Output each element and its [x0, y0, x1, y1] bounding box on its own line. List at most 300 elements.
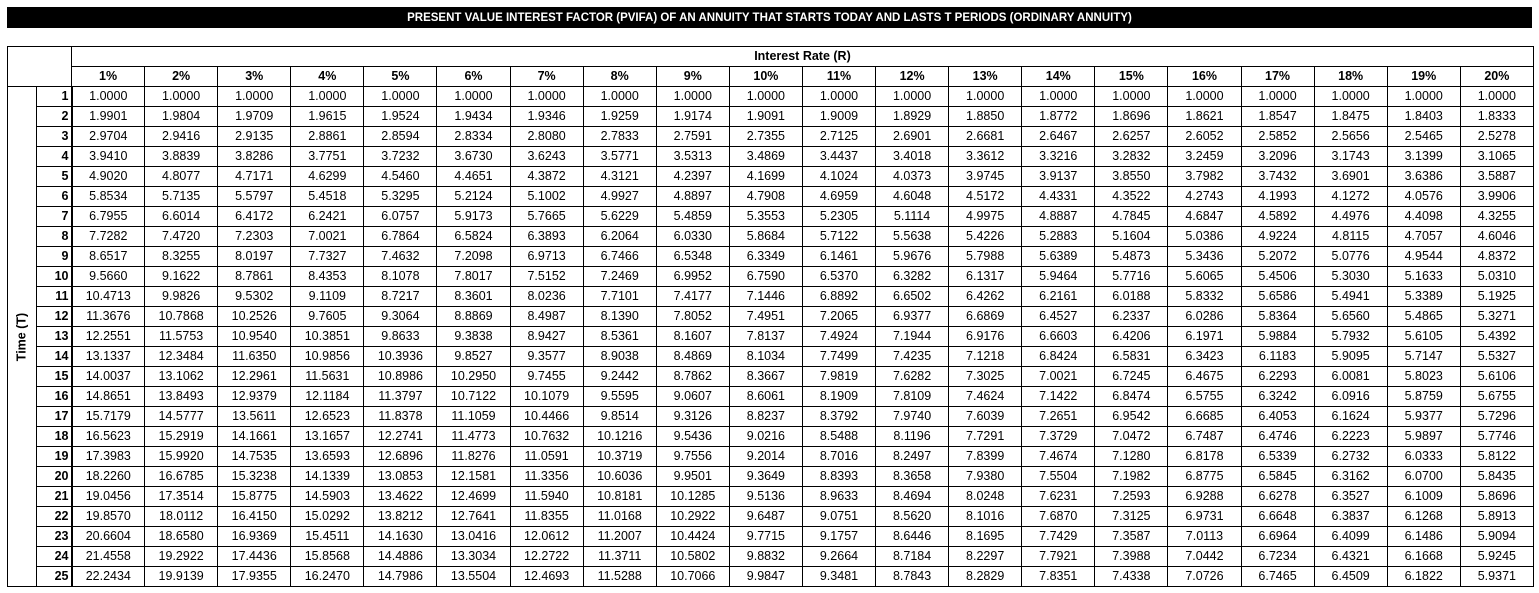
factor-cell: 13.0853 — [364, 467, 437, 487]
factor-cell: 8.2497 — [876, 447, 949, 467]
factor-cell: 4.3872 — [510, 167, 583, 187]
factor-cell: 1.9091 — [729, 107, 802, 127]
factor-cell: 2.6467 — [1022, 127, 1095, 147]
factor-cell: 7.4235 — [876, 347, 949, 367]
factor-cell: 8.8237 — [729, 407, 802, 427]
factor-cell: 4.6847 — [1168, 207, 1241, 227]
factor-cell: 6.3242 — [1241, 387, 1314, 407]
period-cell: 15 — [37, 367, 72, 387]
factor-cell: 2.6681 — [949, 127, 1022, 147]
factor-cell: 6.6014 — [145, 207, 218, 227]
factor-cell: 3.9906 — [1460, 187, 1533, 207]
rate-header-9pct: 9% — [656, 67, 729, 87]
rate-header-row — [8, 67, 1534, 87]
factor-cell: 9.7605 — [291, 307, 364, 327]
factor-cell: 7.2098 — [437, 247, 510, 267]
table-row — [8, 327, 1534, 347]
factor-cell: 5.8696 — [1460, 487, 1533, 507]
factor-cell: 6.5370 — [802, 267, 875, 287]
factor-cell: 6.3162 — [1314, 467, 1387, 487]
factor-cell: 11.2007 — [583, 527, 656, 547]
factor-cell: 5.1114 — [876, 207, 949, 227]
factor-cell: 11.5753 — [145, 327, 218, 347]
factor-cell: 6.5824 — [437, 227, 510, 247]
factor-cell: 5.9245 — [1460, 547, 1533, 567]
factor-cell: 3.6386 — [1387, 167, 1460, 187]
factor-cell: 2.9135 — [218, 127, 291, 147]
period-cell: 13 — [37, 327, 72, 347]
factor-cell: 14.7535 — [218, 447, 291, 467]
factor-cell: 3.2459 — [1168, 147, 1241, 167]
factor-cell: 7.7101 — [583, 287, 656, 307]
factor-cell: 2.5278 — [1460, 127, 1533, 147]
factor-cell: 3.6901 — [1314, 167, 1387, 187]
factor-cell: 1.8772 — [1022, 107, 1095, 127]
factor-cell: 3.3216 — [1022, 147, 1095, 167]
factor-cell: 2.9704 — [72, 127, 145, 147]
factor-cell: 9.7715 — [729, 527, 802, 547]
factor-cell: 11.8355 — [510, 507, 583, 527]
factor-cell: 6.2223 — [1314, 427, 1387, 447]
factor-cell: 13.8493 — [145, 387, 218, 407]
factor-cell: 6.7864 — [364, 227, 437, 247]
factor-cell: 7.6231 — [1022, 487, 1095, 507]
factor-cell: 3.4869 — [729, 147, 802, 167]
factor-cell: 8.5620 — [876, 507, 949, 527]
factor-cell: 6.7465 — [1241, 567, 1314, 587]
factor-cell: 5.8364 — [1241, 307, 1314, 327]
factor-cell: 11.5631 — [291, 367, 364, 387]
factor-cell: 9.1109 — [291, 287, 364, 307]
factor-cell: 8.1016 — [949, 507, 1022, 527]
factor-cell: 14.1661 — [218, 427, 291, 447]
factor-cell: 5.8759 — [1387, 387, 1460, 407]
factor-cell: 6.6502 — [876, 287, 949, 307]
factor-cell: 9.7556 — [656, 447, 729, 467]
factor-cell: 6.6685 — [1168, 407, 1241, 427]
factor-cell: 8.5361 — [583, 327, 656, 347]
factor-cell: 10.1079 — [510, 387, 583, 407]
table-row — [8, 407, 1534, 427]
factor-cell: 11.0591 — [510, 447, 583, 467]
table-row — [8, 487, 1534, 507]
factor-cell: 1.8333 — [1460, 107, 1533, 127]
factor-cell: 5.2124 — [437, 187, 510, 207]
factor-cell: 6.7234 — [1241, 547, 1314, 567]
factor-cell: 6.4746 — [1241, 427, 1314, 447]
factor-cell: 6.3349 — [729, 247, 802, 267]
table-row — [8, 287, 1534, 307]
factor-cell: 3.2832 — [1095, 147, 1168, 167]
factor-cell: 1.9346 — [510, 107, 583, 127]
factor-cell: 1.0000 — [218, 87, 291, 107]
factor-cell: 10.7868 — [145, 307, 218, 327]
factor-cell: 8.1909 — [802, 387, 875, 407]
factor-cell: 15.9920 — [145, 447, 218, 467]
factor-cell: 1.8403 — [1387, 107, 1460, 127]
factor-cell: 5.9371 — [1460, 567, 1533, 587]
factor-cell: 4.6959 — [802, 187, 875, 207]
factor-cell: 6.1486 — [1387, 527, 1460, 547]
factor-cell: 14.5903 — [291, 487, 364, 507]
factor-cell: 2.7355 — [729, 127, 802, 147]
factor-cell: 5.4941 — [1314, 287, 1387, 307]
factor-cell: 5.7122 — [802, 227, 875, 247]
factor-cell: 9.3649 — [729, 467, 802, 487]
period-cell: 5 — [37, 167, 72, 187]
factor-cell: 3.1743 — [1314, 147, 1387, 167]
factor-cell: 9.8832 — [729, 547, 802, 567]
factor-cell: 7.9819 — [802, 367, 875, 387]
factor-cell: 7.0021 — [1022, 367, 1095, 387]
factor-cell: 8.1390 — [583, 307, 656, 327]
factor-cell: 1.9709 — [218, 107, 291, 127]
factor-cell: 10.7122 — [437, 387, 510, 407]
factor-cell: 7.0726 — [1168, 567, 1241, 587]
factor-cell: 19.9139 — [145, 567, 218, 587]
factor-cell: 14.8651 — [72, 387, 145, 407]
factor-cell: 10.2526 — [218, 307, 291, 327]
factor-cell: 1.0000 — [1314, 87, 1387, 107]
factor-cell: 12.2551 — [72, 327, 145, 347]
factor-cell: 15.0292 — [291, 507, 364, 527]
period-cell: 8 — [37, 227, 72, 247]
factor-cell: 6.9952 — [656, 267, 729, 287]
table-row — [8, 467, 1534, 487]
factor-cell: 5.3389 — [1387, 287, 1460, 307]
factor-cell: 1.0000 — [1168, 87, 1241, 107]
period-cell: 20 — [37, 467, 72, 487]
factor-cell: 7.1446 — [729, 287, 802, 307]
factor-cell: 4.4651 — [437, 167, 510, 187]
factor-cell: 1.0000 — [1095, 87, 1168, 107]
factor-cell: 9.8514 — [583, 407, 656, 427]
factor-cell: 13.5611 — [218, 407, 291, 427]
factor-cell: 8.3601 — [437, 287, 510, 307]
factor-cell: 8.5488 — [802, 427, 875, 447]
factor-cell: 6.9542 — [1095, 407, 1168, 427]
factor-cell: 5.9464 — [1022, 267, 1095, 287]
factor-cell: 17.3514 — [145, 487, 218, 507]
factor-cell: 6.0757 — [364, 207, 437, 227]
factor-cell: 12.0612 — [510, 527, 583, 547]
factor-cell: 6.9377 — [876, 307, 949, 327]
table-row — [8, 507, 1534, 527]
factor-cell: 8.8869 — [437, 307, 510, 327]
factor-cell: 7.2651 — [1022, 407, 1095, 427]
factor-cell: 6.1183 — [1241, 347, 1314, 367]
factor-cell: 17.4436 — [218, 547, 291, 567]
factor-cell: 7.5504 — [1022, 467, 1095, 487]
factor-cell: 10.8181 — [583, 487, 656, 507]
factor-cell: 18.0112 — [145, 507, 218, 527]
factor-cell: 15.2919 — [145, 427, 218, 447]
factor-cell: 5.9095 — [1314, 347, 1387, 367]
factor-cell: 21.4558 — [72, 547, 145, 567]
factor-cell: 2.6052 — [1168, 127, 1241, 147]
table-row — [8, 167, 1534, 187]
table-row — [8, 107, 1534, 127]
factor-cell: 8.6517 — [72, 247, 145, 267]
factor-cell: 4.9224 — [1241, 227, 1314, 247]
factor-cell: 4.2397 — [656, 167, 729, 187]
factor-cell: 3.2096 — [1241, 147, 1314, 167]
factor-cell: 8.9038 — [583, 347, 656, 367]
factor-cell: 9.3838 — [437, 327, 510, 347]
factor-cell: 20.6604 — [72, 527, 145, 547]
factor-cell: 10.2950 — [437, 367, 510, 387]
factor-cell: 6.4099 — [1314, 527, 1387, 547]
factor-cell: 6.0700 — [1387, 467, 1460, 487]
factor-cell: 5.1604 — [1095, 227, 1168, 247]
factor-cell: 8.9633 — [802, 487, 875, 507]
factor-cell: 7.1422 — [1022, 387, 1095, 407]
factor-cell: 16.5623 — [72, 427, 145, 447]
table-row — [8, 447, 1534, 467]
factor-cell: 6.0330 — [656, 227, 729, 247]
factor-cell: 15.8775 — [218, 487, 291, 507]
factor-cell: 2.9416 — [145, 127, 218, 147]
factor-cell: 5.7147 — [1387, 347, 1460, 367]
factor-cell: 4.3522 — [1095, 187, 1168, 207]
factor-cell: 11.3676 — [72, 307, 145, 327]
factor-cell: 1.0000 — [510, 87, 583, 107]
rate-header-5pct: 5% — [364, 67, 437, 87]
factor-cell: 16.4150 — [218, 507, 291, 527]
factor-cell: 6.1971 — [1168, 327, 1241, 347]
rate-header-7pct: 7% — [510, 67, 583, 87]
factor-cell: 7.0472 — [1095, 427, 1168, 447]
factor-cell: 6.2732 — [1314, 447, 1387, 467]
factor-cell: 6.1822 — [1387, 567, 1460, 587]
factor-cell: 6.1668 — [1387, 547, 1460, 567]
factor-cell: 7.3729 — [1022, 427, 1095, 447]
factor-cell: 6.6648 — [1241, 507, 1314, 527]
factor-cell: 8.7862 — [656, 367, 729, 387]
factor-cell: 9.2664 — [802, 547, 875, 567]
factor-cell: 2.8861 — [291, 127, 364, 147]
factor-cell: 11.5288 — [583, 567, 656, 587]
factor-cell: 5.3271 — [1460, 307, 1533, 327]
factor-cell: 12.7641 — [437, 507, 510, 527]
factor-cell: 8.7217 — [364, 287, 437, 307]
period-cell: 1 — [37, 87, 72, 107]
factor-cell: 10.1285 — [656, 487, 729, 507]
factor-cell: 6.1317 — [949, 267, 1022, 287]
factor-cell: 6.2337 — [1095, 307, 1168, 327]
factor-cell: 1.0000 — [364, 87, 437, 107]
factor-cell: 5.6389 — [1022, 247, 1095, 267]
factor-cell: 4.1993 — [1241, 187, 1314, 207]
factor-cell: 3.1399 — [1387, 147, 1460, 167]
factor-cell: 5.7988 — [949, 247, 1022, 267]
factor-cell: 4.8115 — [1314, 227, 1387, 247]
factor-cell: 5.6229 — [583, 207, 656, 227]
factor-cell: 6.7466 — [583, 247, 656, 267]
factor-cell: 6.4206 — [1095, 327, 1168, 347]
factor-cell: 11.4773 — [437, 427, 510, 447]
factor-cell: 6.9176 — [949, 327, 1022, 347]
factor-cell: 1.0000 — [802, 87, 875, 107]
factor-cell: 13.5504 — [437, 567, 510, 587]
rate-header-13pct: 13% — [949, 67, 1022, 87]
rate-header-1pct: 1% — [72, 67, 145, 87]
factor-cell: 3.1065 — [1460, 147, 1533, 167]
factor-cell: 5.7932 — [1314, 327, 1387, 347]
factor-cell: 6.0286 — [1168, 307, 1241, 327]
factor-cell: 11.8378 — [364, 407, 437, 427]
factor-cell: 8.0236 — [510, 287, 583, 307]
factor-cell: 8.6446 — [876, 527, 949, 547]
factor-cell: 5.4865 — [1387, 307, 1460, 327]
factor-cell: 9.0751 — [802, 507, 875, 527]
factor-cell: 5.9173 — [437, 207, 510, 227]
factor-cell: 1.0000 — [729, 87, 802, 107]
factor-cell: 11.5940 — [510, 487, 583, 507]
factor-cell: 5.4506 — [1241, 267, 1314, 287]
factor-cell: 9.1757 — [802, 527, 875, 547]
factor-cell: 4.6048 — [876, 187, 949, 207]
factor-cell: 12.3484 — [145, 347, 218, 367]
factor-cell: 5.7296 — [1460, 407, 1533, 427]
factor-cell: 3.4437 — [802, 147, 875, 167]
factor-cell: 6.5348 — [656, 247, 729, 267]
factor-cell: 11.6350 — [218, 347, 291, 367]
factor-cell: 1.0000 — [876, 87, 949, 107]
factor-cell: 7.4338 — [1095, 567, 1168, 587]
factor-cell: 1.8850 — [949, 107, 1022, 127]
factor-cell: 7.8351 — [1022, 567, 1095, 587]
factor-cell: 7.4951 — [729, 307, 802, 327]
factor-cell: 6.7487 — [1168, 427, 1241, 447]
factor-cell: 4.8897 — [656, 187, 729, 207]
rate-header-20pct: 20% — [1460, 67, 1533, 87]
factor-cell: 10.5802 — [656, 547, 729, 567]
rate-header-2pct: 2% — [145, 67, 218, 87]
table-row — [8, 307, 1534, 327]
factor-cell: 4.1699 — [729, 167, 802, 187]
factor-cell: 2.8594 — [364, 127, 437, 147]
factor-cell: 8.4353 — [291, 267, 364, 287]
factor-cell: 12.2741 — [364, 427, 437, 447]
factor-cell: 4.7845 — [1095, 207, 1168, 227]
factor-cell: 1.9259 — [583, 107, 656, 127]
rate-header-15pct: 15% — [1095, 67, 1168, 87]
factor-cell: 19.2922 — [145, 547, 218, 567]
factor-cell: 7.0113 — [1168, 527, 1241, 547]
factor-cell: 7.1218 — [949, 347, 1022, 367]
factor-cell: 16.2470 — [291, 567, 364, 587]
period-cell: 18 — [37, 427, 72, 447]
factor-cell: 5.2072 — [1241, 247, 1314, 267]
factor-cell: 4.7057 — [1387, 227, 1460, 247]
factor-cell: 7.9380 — [949, 467, 1022, 487]
factor-cell: 1.8475 — [1314, 107, 1387, 127]
rate-group-header: Interest Rate (R) — [72, 47, 1534, 67]
factor-cell: 5.6065 — [1168, 267, 1241, 287]
factor-cell: 1.0000 — [1387, 87, 1460, 107]
factor-cell: 7.7429 — [1022, 527, 1095, 547]
factor-cell: 9.5660 — [72, 267, 145, 287]
factor-cell: 5.1925 — [1460, 287, 1533, 307]
table-row — [8, 527, 1534, 547]
rate-header-12pct: 12% — [876, 67, 949, 87]
factor-cell: 5.1002 — [510, 187, 583, 207]
rate-header-17pct: 17% — [1241, 67, 1314, 87]
factor-cell: 3.7432 — [1241, 167, 1314, 187]
factor-cell: 6.2064 — [583, 227, 656, 247]
factor-cell: 18.6580 — [145, 527, 218, 547]
factor-cell: 1.9615 — [291, 107, 364, 127]
factor-cell: 4.8372 — [1460, 247, 1533, 267]
factor-cell: 3.8550 — [1095, 167, 1168, 187]
factor-cell: 7.8017 — [437, 267, 510, 287]
factor-cell: 10.4466 — [510, 407, 583, 427]
factor-cell: 5.9897 — [1387, 427, 1460, 447]
rate-header-14pct: 14% — [1022, 67, 1095, 87]
factor-cell: 7.8399 — [949, 447, 1022, 467]
factor-cell: 6.6964 — [1241, 527, 1314, 547]
factor-cell: 3.5313 — [656, 147, 729, 167]
factor-cell: 1.9901 — [72, 107, 145, 127]
factor-cell: 13.1337 — [72, 347, 145, 367]
factor-cell: 4.1272 — [1314, 187, 1387, 207]
factor-cell: 19.0456 — [72, 487, 145, 507]
factor-cell: 15.8568 — [291, 547, 364, 567]
factor-cell: 15.3238 — [218, 467, 291, 487]
factor-cell: 7.3025 — [949, 367, 1022, 387]
factor-cell: 5.5327 — [1460, 347, 1533, 367]
factor-cell: 4.2743 — [1168, 187, 1241, 207]
factor-cell: 17.9355 — [218, 567, 291, 587]
factor-cell: 7.4624 — [949, 387, 1022, 407]
factor-cell: 11.1059 — [437, 407, 510, 427]
factor-cell: 6.4262 — [949, 287, 1022, 307]
rate-header-4pct: 4% — [291, 67, 364, 87]
factor-cell: 9.5302 — [218, 287, 291, 307]
factor-cell: 7.7282 — [72, 227, 145, 247]
factor-cell: 5.8332 — [1168, 287, 1241, 307]
factor-cell: 7.7499 — [802, 347, 875, 367]
factor-cell: 4.6046 — [1460, 227, 1533, 247]
factor-cell: 6.7955 — [72, 207, 145, 227]
factor-cell: 2.8080 — [510, 127, 583, 147]
factor-cell: 6.8892 — [802, 287, 875, 307]
period-cell: 4 — [37, 147, 72, 167]
factor-cell: 1.9434 — [437, 107, 510, 127]
factor-cell: 5.9377 — [1387, 407, 1460, 427]
factor-cell: 8.1034 — [729, 347, 802, 367]
factor-cell: 17.3983 — [72, 447, 145, 467]
rate-header-8pct: 8% — [583, 67, 656, 87]
factor-cell: 8.6061 — [729, 387, 802, 407]
period-cell: 22 — [37, 507, 72, 527]
factor-cell: 7.1280 — [1095, 447, 1168, 467]
factor-cell: 5.6106 — [1460, 367, 1533, 387]
factor-cell: 14.0037 — [72, 367, 145, 387]
factor-cell: 2.5465 — [1387, 127, 1460, 147]
factor-cell: 6.4675 — [1168, 367, 1241, 387]
factor-cell: 6.8775 — [1168, 467, 1241, 487]
table-row — [8, 127, 1534, 147]
factor-cell: 5.4859 — [656, 207, 729, 227]
factor-cell: 9.2442 — [583, 367, 656, 387]
factor-cell: 5.6105 — [1387, 327, 1460, 347]
factor-cell: 3.3612 — [949, 147, 1022, 167]
factor-cell: 6.1461 — [802, 247, 875, 267]
factor-cell: 5.1633 — [1387, 267, 1460, 287]
factor-cell: 7.4177 — [656, 287, 729, 307]
